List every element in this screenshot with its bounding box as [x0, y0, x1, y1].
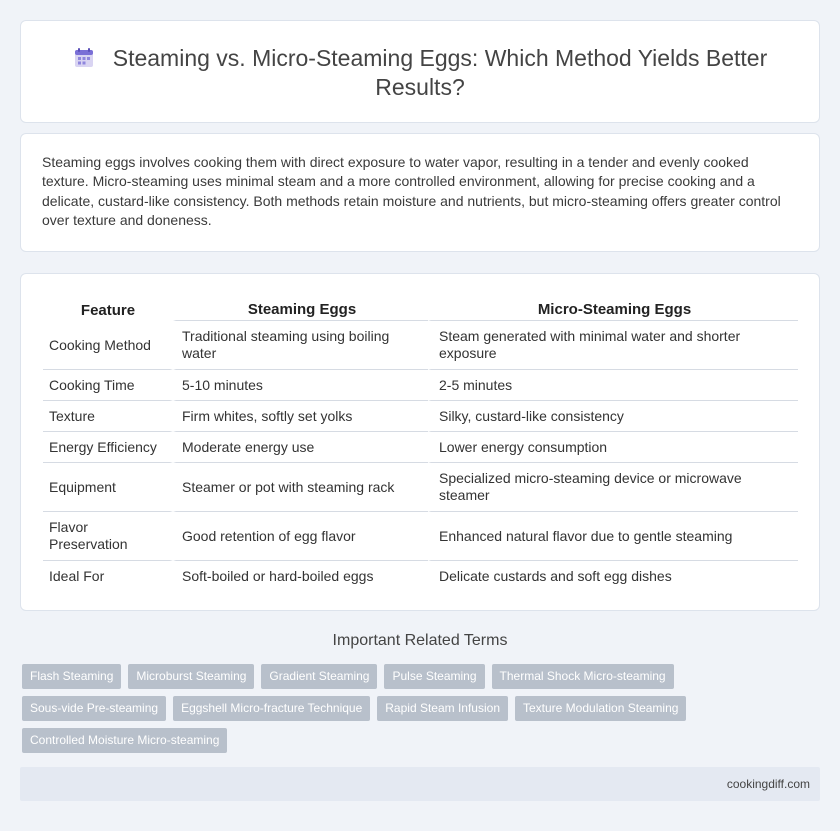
title-card [20, 20, 820, 123]
cell-micro-steaming: Specialized micro-steaming device or microwave steamer [428, 463, 798, 512]
cell-steaming: 5-10 minutes [173, 370, 428, 401]
table-row [43, 370, 798, 401]
page-title-wrap [51, 44, 789, 102]
cell-feature: Energy Efficiency [43, 432, 173, 463]
header-steaming: Steaming Eggs [173, 296, 428, 321]
cell-feature: Cooking Method [43, 321, 173, 370]
header-micro-steaming: Micro-Steaming Eggs [428, 296, 798, 321]
related-term-tag[interactable]: Controlled Moisture Micro-steaming [22, 728, 227, 753]
cell-micro-steaming: Lower energy consumption [428, 432, 798, 463]
cell-micro-steaming: 2-5 minutes [428, 370, 798, 401]
cell-micro-steaming: Steam generated with minimal water and shorter exposure [428, 321, 798, 370]
cell-feature: Equipment [43, 463, 173, 512]
intro-paragraph: Steaming eggs involves cooking them with direct exposure to water vapor, resulting in a tender and evenly cooked texture. Micro-steaming uses minimal steam and a more controlled environment, allowing for precise cooking and a delicate, custard-like consistency. Both methods retain moisture and nutrients, but micro-steaming offers greater control over texture and doneness. [42, 154, 781, 229]
footer [20, 767, 820, 801]
table-row [43, 463, 798, 512]
table-row [43, 512, 798, 561]
related-terms-tags [22, 664, 702, 760]
intro-card [20, 133, 820, 252]
calendar-icon [73, 47, 95, 69]
cell-steaming: Good retention of egg flavor [173, 512, 428, 561]
related-term-tag[interactable]: Rapid Steam Infusion [377, 696, 508, 721]
cell-feature: Flavor Preservation [43, 512, 173, 561]
related-terms-title: Important Related Terms [332, 632, 508, 649]
header-feature: Feature [80, 301, 136, 319]
cell-feature: Cooking Time [43, 370, 173, 401]
page-title: Steaming vs. Micro-Steaming Eggs: Which Method Yields Better Results? [112, 45, 768, 100]
cell-steaming: Soft-boiled or hard-boiled eggs [173, 561, 428, 592]
cell-steaming: Firm whites, softly set yolks [173, 401, 428, 432]
related-term-tag[interactable]: Texture Modulation Steaming [515, 696, 686, 721]
cell-steaming: Moderate energy use [173, 432, 428, 463]
table-row [43, 401, 798, 432]
related-term-tag[interactable]: Pulse Steaming [384, 664, 484, 689]
table-row [43, 561, 798, 592]
related-term-tag[interactable]: Gradient Steaming [261, 664, 377, 689]
footer-site-link[interactable]: cookingdiff.com [726, 777, 810, 791]
table-row [43, 432, 798, 463]
comparison-table [43, 296, 798, 592]
cell-steaming: Traditional steaming using boiling water [173, 321, 428, 370]
cell-micro-steaming: Enhanced natural flavor due to gentle steaming [428, 512, 798, 561]
related-term-tag[interactable]: Eggshell Micro-fracture Technique [173, 696, 370, 721]
cell-feature: Ideal For [43, 561, 173, 592]
cell-micro-steaming: Delicate custards and soft egg dishes [428, 561, 798, 592]
cell-feature: Texture [43, 401, 173, 432]
cell-micro-steaming: Silky, custard-like consistency [428, 401, 798, 432]
related-term-tag[interactable]: Thermal Shock Micro-steaming [492, 664, 674, 689]
related-term-tag[interactable]: Flash Steaming [22, 664, 121, 689]
cell-steaming: Steamer or pot with steaming rack [173, 463, 428, 512]
related-term-tag[interactable]: Sous-vide Pre-steaming [22, 696, 166, 721]
table-row [43, 321, 798, 370]
related-term-tag[interactable]: Microburst Steaming [128, 664, 254, 689]
comparison-card [20, 273, 820, 611]
table-header-row [43, 296, 798, 321]
